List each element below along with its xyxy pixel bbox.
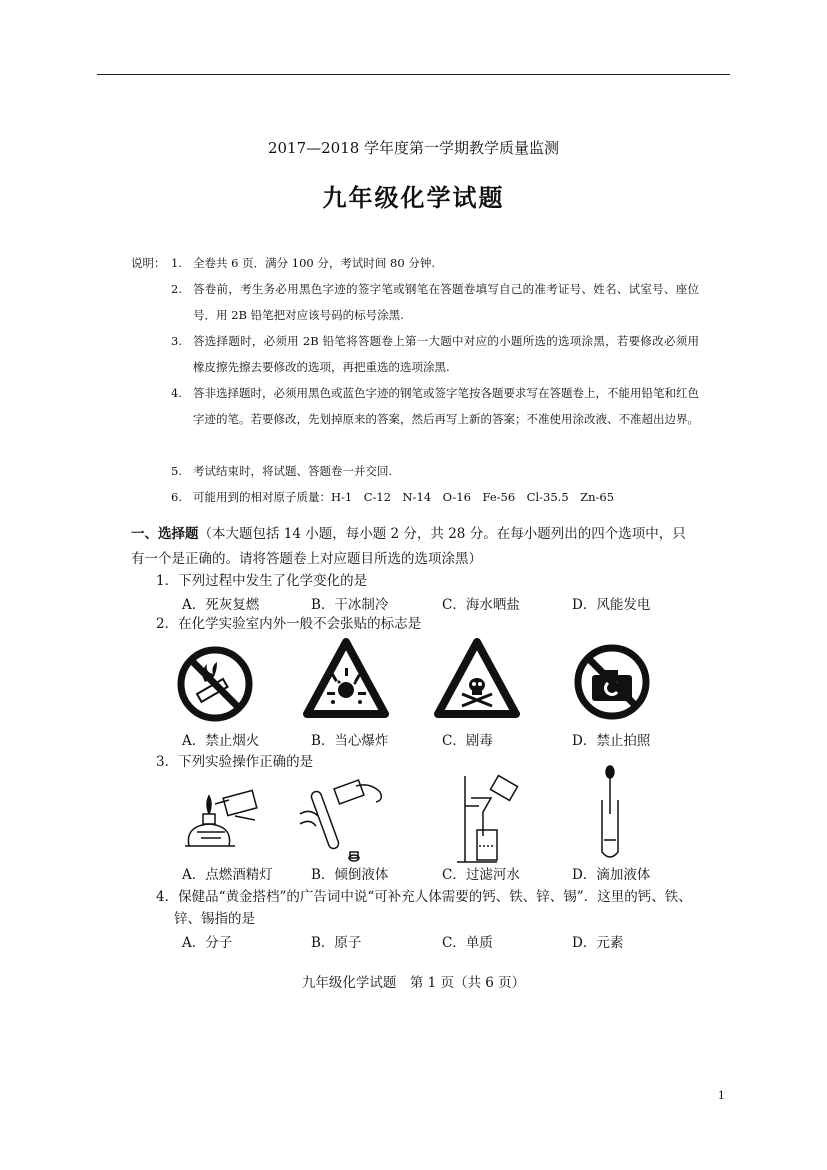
- toxic-warning-sign-icon: [434, 638, 520, 718]
- top-rule: [97, 74, 730, 75]
- question-3-stem: 3．下列实验操作正确的是: [156, 754, 314, 770]
- q4-option-b: B．原子: [311, 935, 362, 951]
- q1-option-a: A．死灰复燃: [182, 597, 260, 613]
- instruction-item: 2. 答卷前，考生务必用黑色字迹的签字笔或钢笔在答题卷填写自己的准考证号、姓名、试室号、座位号．用 2B 铅笔把对应该号码的标号涂黑.: [171, 282, 699, 322]
- pouring-liquid-illustration-icon: [296, 774, 391, 864]
- instruction-item: 6. 可能用到的相对原子质量：H-1 C-12 N-14 O-16 Fe-56 Cl-35.5 Zn-65: [171, 490, 615, 504]
- q2-option-b: B．当心爆炸: [311, 733, 389, 749]
- q4-option-a: A．分子: [182, 935, 233, 951]
- no-photography-sign-icon: [572, 642, 652, 722]
- dropper-test-tube-illustration-icon: [590, 764, 630, 864]
- instruction-item: 3. 答选择题时，必须用 2B 铅笔将答题卷上第一大题中对应的小题所选的选项涂黑，若要修改必须用橡皮擦先擦去要修改的选项，再把重选的选项涂黑.: [171, 334, 699, 374]
- instruction-item: 4. 答非选择题时，必须用黑色或蓝色字迹的钢笔或签字笔按各题要求写在答题卷上，不能用铅笔和红色字迹的笔。若要修改，先划掉原来的答案，然后再写上新的答案；不准使用涂改液、不准超出边界。: [171, 386, 699, 426]
- q2-option-d: D．禁止拍照: [572, 733, 651, 749]
- page-number: 1: [718, 1087, 725, 1102]
- q3-option-b: B．倾倒液体: [311, 867, 389, 883]
- q1-option-d: D．风能发电: [572, 597, 651, 613]
- section-title: 一、选择题: [131, 526, 199, 542]
- q1-option-c: C．海水晒盐: [442, 597, 520, 613]
- q4-option-c: C．单质: [442, 935, 493, 951]
- q2-option-c: C．剧毒: [442, 733, 493, 749]
- question-4-stem-line2: 锌、锡指的是: [174, 911, 255, 927]
- instruction-item: 1. 全卷共 6 页．满分 100 分，考试时间 80 分钟.: [171, 256, 435, 270]
- no-smoking-sign-icon: [175, 644, 255, 724]
- page-footer: 九年级化学试题 第 1 页（共 6 页）: [301, 975, 526, 991]
- question-2-stem: 2．在化学实验室内外一般不会张贴的标志是: [156, 616, 422, 632]
- alcohol-lamp-illustration-icon: [175, 774, 270, 854]
- section-description: （本大题包括 14 小题，每小题 2 分，共 28 分。在每小题列出的四个选项中，只有一个是正确的。请将答题卷上对应题目所选的选项涂黑）: [131, 526, 686, 567]
- q1-option-b: B．干冰制冷: [311, 597, 389, 613]
- q3-option-d: D．滴加液体: [572, 867, 651, 883]
- q3-option-c: C．过滤河水: [442, 867, 520, 883]
- exam-title: 九年级化学试题: [322, 184, 505, 212]
- q2-option-a: A．禁止烟火: [182, 733, 260, 749]
- section-heading: [131, 522, 697, 572]
- question-1-stem: 1．下列过程中发生了化学变化的是: [156, 573, 368, 589]
- q4-option-d: D．元素: [572, 935, 624, 951]
- filtration-apparatus-illustration-icon: [455, 772, 525, 868]
- q3-option-a: A．点燃酒精灯: [182, 867, 273, 883]
- instruction-item: 5. 考试结束时，将试题、答题卷一并交回.: [171, 464, 393, 478]
- explosion-warning-sign-icon: [303, 638, 389, 718]
- question-4-stem-line1: 4．保健品“黄金搭档”的广告词中说“可补充人体需要的钙、铁、锌、锡”．这里的钙、铁、: [156, 889, 692, 905]
- exam-subtitle: 2017—2018 学年度第一学期教学质量监测: [267, 139, 560, 157]
- instructions-label: 说明：: [131, 256, 166, 270]
